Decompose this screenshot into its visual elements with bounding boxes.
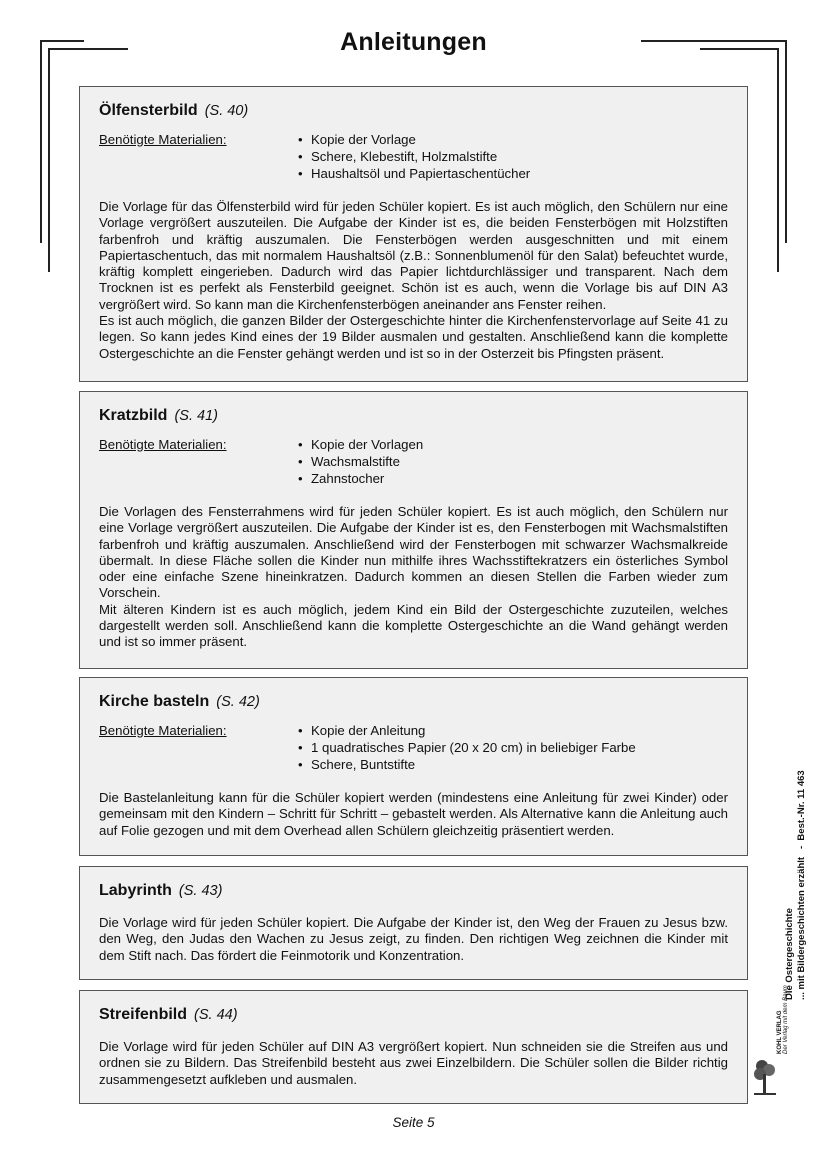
list-item: • Kopie der Vorlage <box>298 131 728 148</box>
paragraph: Die Vorlage wird für jeden Schüler auf DIN A3 vergrößert kopiert. Nun schneiden sie die Streifen aus und ordnen sie zu Bildern. Das Streifenbild besteht aus zwei Einzelbildern. Die Schüler sollen die Bilder richtig zusammengesetzt aufkleben und ausmalen. <box>99 1039 728 1087</box>
list-item: • Kopie der Anleitung <box>298 722 728 739</box>
section-kirche-basteln <box>79 677 748 856</box>
section-title <box>99 1005 728 1025</box>
list-item: • Schere, Klebestift, Holzmalstifte <box>298 148 728 165</box>
section-page-ref: (S. 42) <box>216 694 260 710</box>
section-oelfensterbild <box>79 86 748 382</box>
paragraph: Es ist auch möglich, die ganzen Bilder der Ostergeschichte hinter die Kirchenfenstervorlage auf Seite 41 zu legen. So kann jedes Kind eines der 19 Bilder ausmalen und gestalten. Anschließend kann die komplette Ostergeschichte an die Fenster gehängt werden und ist so in der Osterzeit bis Pfingsten präsent. <box>99 313 728 361</box>
section-streifenbild <box>79 990 748 1104</box>
publisher-name: KOHL VERLAG <box>777 1010 783 1054</box>
publisher-tree-logo <box>752 1058 778 1096</box>
section-kratzbild <box>79 391 748 669</box>
section-title <box>99 881 728 901</box>
publisher-name-vertical <box>777 985 789 1054</box>
list-item: • Wachsmalstifte <box>298 453 728 470</box>
materials-label: Benötigte Materialien: <box>99 723 227 738</box>
list-item: • Haushaltsöl und Papiertaschentücher <box>298 165 728 182</box>
materials-block <box>99 131 728 182</box>
section-title <box>99 692 728 712</box>
page-title: Anleitungen <box>340 28 487 56</box>
section-title <box>99 406 728 426</box>
materials-label: Benötigte Materialien: <box>99 437 227 452</box>
materials-label: Benötigte Materialien: <box>99 132 227 147</box>
section-body <box>99 1039 728 1088</box>
list-item: • 1 quadratisches Papier (20 x 20 cm) in beliebiger Farbe <box>298 739 728 756</box>
book-subtitle-line: ... mit Bildergeschichten erzählt - Best.-Nr. 11 463 <box>796 770 807 1000</box>
materials-list <box>298 131 728 182</box>
publisher-tagline: Der Verlag mit dem Baum <box>783 985 789 1054</box>
paragraph: Mit älteren Kindern ist es auch möglich, jedem Kind ein Bild der Ostergeschichte zuzuteilen, welches dargestellt werden soll. Anschließend kann die komplette Ostergeschichte an die Wand gehängt werden und ist so immer präsent. <box>99 601 728 650</box>
paragraph: Die Bastelanleitung kann für die Schüler kopiert werden (mindestens eine Anleitung für zwei Kinder) oder gemeinsam mit den Kindern – Schritt für Schritt – gebastelt werden. Als Alternative kann die Anleitung auch auf Folie gezogen und mit dem Overhead allen Schülern gleichzeitig präsentiert werden. <box>99 790 728 838</box>
list-item: • Schere, Buntstifte <box>298 756 728 773</box>
book-title-line: Die Ostergeschichte <box>784 908 795 1000</box>
book-subtitle-text: ... mit Bildergeschichten erzählt <box>796 856 807 1000</box>
book-info-vertical <box>784 770 808 1000</box>
section-title-text: Kratzbild <box>99 407 168 424</box>
paragraph: Die Vorlagen des Fensterrahmens wird für jeden Schüler kopiert. Es ist auch möglich, den Schülern nur eine Vorlage vergrößert auszuteilen. Die Aufgabe der Kinder ist es, den Fensterbogen mit Wachsmalstiften farbenfroh und kräftig auszumalen. Anschließend wird der Fensterbogen mit schwarzer Wachsmalkreide übermalt. In diese Fläche sollen die Kinder nun mithilfe ihres Wachsstiftekratzers ein österliches Symbol oder eine einfache Szene hineinkratzen. Dadurch kommen an diesen Stellen die Farben wieder zum Vorschein. <box>99 504 728 601</box>
section-labyrinth <box>79 866 748 980</box>
paragraph: Die Vorlage für das Ölfensterbild wird für jeden Schüler kopiert. Es ist auch möglich, den Schülern nur eine Vorlage vergrößert auszuteilen. Die Aufgabe der Kinder ist es, die beiden Fensterbögen mit Holzstiften farbenfroh und kräftig auszumalen. Die Fensterbögen werden ausgeschnitten und mit einem Papiertaschentuch, das mit normalem Haushaltsöl (z.B.: Sonnenblumenöl für den Salat) befeuchtet wurde, kräftig komplett eingerieben. Dadurch wird das Papier lichtdurchlässiger und transparent. Nach dem Trocknen ist es perfekt als Fensterbild geeignet. Schön ist es auch, wenn die Vorlage bis auf DIN A3 vergrößert wird. So kann man die Kirchenfensterbögen aneinander ans Fenster reihen. <box>99 199 728 312</box>
section-page-ref: (S. 40) <box>204 103 249 119</box>
section-title <box>99 101 728 121</box>
paragraph: Die Vorlage wird für jeden Schüler kopiert. Die Aufgabe der Kinder ist, den Weg der Frauen zu Jesus bzw. den Weg, den Judas den Wachen zu Jesus zeigt, zu finden. Den richtigen Weg zeichnen die Kinder mit dem Stift nach. Das fördert die Feinmotorik und Konzentration. <box>99 915 728 963</box>
materials-block <box>99 722 728 773</box>
list-item: • Zahnstocher <box>298 470 728 487</box>
order-number: Best.-Nr. 11 463 <box>796 770 807 841</box>
section-body <box>99 915 728 964</box>
section-body <box>99 504 728 651</box>
section-body <box>99 199 728 362</box>
list-item: • Kopie der Vorlagen <box>298 436 728 453</box>
materials-list <box>298 722 728 773</box>
section-page-ref: (S. 44) <box>194 1007 238 1023</box>
section-page-ref: (S. 43) <box>178 883 223 899</box>
section-title-text: Kirche basteln <box>99 693 210 710</box>
section-page-ref: (S. 41) <box>174 408 218 424</box>
materials-block <box>99 436 728 487</box>
section-title-text: Ölfensterbild <box>99 102 198 119</box>
materials-list <box>298 436 728 487</box>
page-number: Seite 5 <box>392 1115 435 1130</box>
section-body <box>99 790 728 839</box>
section-title-text: Streifenbild <box>99 1006 188 1023</box>
section-title-text: Labyrinth <box>99 882 172 899</box>
